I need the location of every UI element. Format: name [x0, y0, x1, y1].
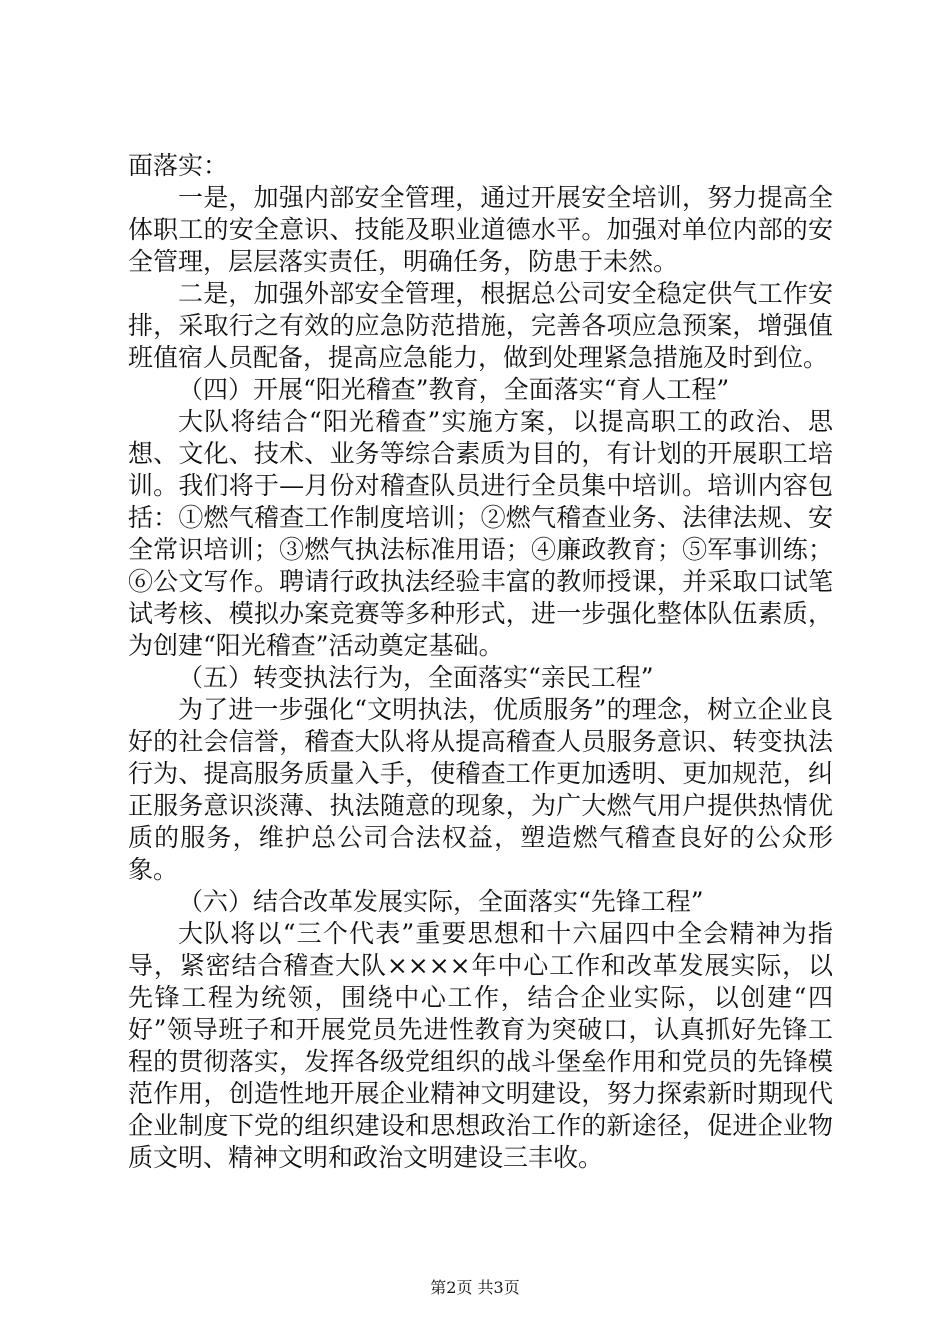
paragraph-section-5: 为了进一步强化“文明执法，优质服务”的理念，树立企业良好的社会信誉，稽查大队将从提高稽查人员服务意识、转变执法行为、提高服务质量入手，使稽查工作更加透明、更加规范，纠正服务意识淡薄、执法随意的现象，为广大燃气用户提供热情优质的服务，维护总公司合法权益，塑造燃气稽查良好的公众形象。: [128, 695, 833, 884]
paragraph-intro: 面落实：: [128, 151, 229, 180]
section-heading-6: （六）结合改革发展实际，全面落实“先锋工程”: [178, 887, 704, 916]
paragraph-item-two: 二是，加强外部安全管理，根据总公司安全稳定供气工作安排，采取行之有效的应急防范措施，完善各项应急预案，增强值班值宿人员配备，提高应急能力，做到处理紧急措施及时到位。: [128, 279, 833, 372]
page-footer: 第2页 共3页: [430, 1278, 520, 1297]
paragraph-item-one: 一是，加强内部安全管理，通过开展安全培训，努力提高全体职工的安全意识、技能及职业道德水平。加强对单位内部的安全管理，层层落实责任，明确任务，防患于未然。: [128, 183, 833, 276]
document-body: [128, 150, 833, 1174]
paragraph-section-4: 大队将结合“阳光稽查”实施方案，以提高职工的政治、思想、文化、技术、业务等综合素质为目的，有计划的开展职工培训。我们将于—月份对稽查队员进行全员集中培训。培训内容包括：①燃气稽查工作制度培训；②燃气稽查业务、法律法规、安全常识培训；③燃气执法标准用语；④廉政教育；⑤军事训练；⑥公文写作。聘请行政执法经验丰富的教师授课，并采取口试笔试考核、模拟办案竞赛等多种形式，进一步强化整体队伍素质，为创建“阳光稽查”活动奠定基础。: [128, 407, 833, 660]
paragraph-section-6: 大队将以“三个代表”重要思想和十六届四中全会精神为指导，紧密结合稽查大队××××年中心工作和改革发展实际，以先锋工程为统领，围绕中心工作，结合企业实际，以创建“四好”领导班子和开展党员先进性教育为突破口，认真抓好先锋工程的贯彻落实，发挥各级党组织的战斗堡垒作用和党员的先锋模范作用，创造性地开展企业精神文明建设，努力探索新时期现代企业制度下党的组织建设和思想政治工作的新途径，促进企业物质文明、精神文明和政治文明建设三丰收。: [128, 919, 833, 1172]
section-heading-5: （五）转变执法行为，全面落实“亲民工程”: [178, 663, 654, 692]
section-heading-4: （四）开展“阳光稽查”教育，全面落实“育人工程”: [178, 375, 730, 404]
